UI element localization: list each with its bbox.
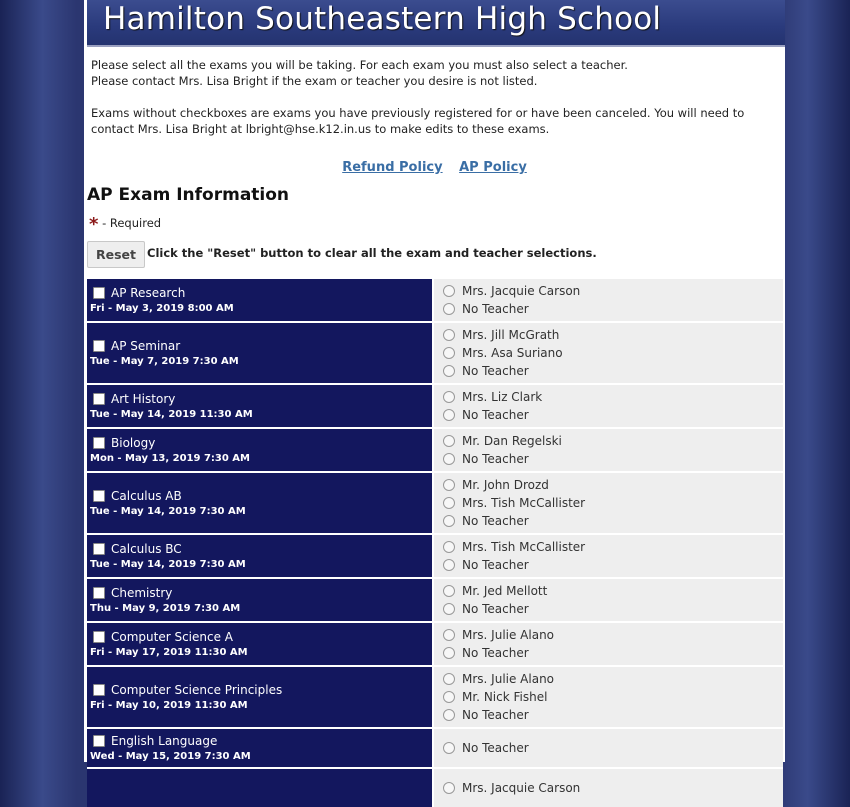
teacher-radio[interactable] xyxy=(443,497,455,509)
exam-name-line xyxy=(90,392,429,406)
teacher-radio[interactable] xyxy=(443,585,455,597)
required-text: - Required xyxy=(102,216,162,230)
teacher-options xyxy=(434,729,783,767)
instructions xyxy=(91,57,781,137)
reset-hint: Click the "Reset" button to clear all the exam and teacher selections. xyxy=(147,246,597,260)
exam-date: Wed - May 15, 2019 7:30 AM xyxy=(90,751,251,762)
exam-row xyxy=(87,427,783,471)
teacher-name: Mr. John Drozd xyxy=(462,478,549,492)
exam-row xyxy=(87,621,783,665)
required-note xyxy=(89,214,161,235)
exam-name: Calculus AB xyxy=(111,489,182,503)
exam-cell xyxy=(87,729,434,767)
teacher-option[interactable] xyxy=(443,512,783,530)
teacher-radio[interactable] xyxy=(443,647,455,659)
exam-date: Fri - May 10, 2019 11:30 AM xyxy=(90,700,248,711)
teacher-name: No Teacher xyxy=(462,646,529,660)
teacher-radio[interactable] xyxy=(443,782,455,794)
teacher-name: No Teacher xyxy=(462,602,529,616)
exam-row xyxy=(87,727,783,767)
teacher-radio[interactable] xyxy=(443,691,455,703)
exam-checkbox[interactable] xyxy=(93,340,105,352)
teacher-radio[interactable] xyxy=(443,629,455,641)
exam-date: Fri - May 17, 2019 11:30 AM xyxy=(90,647,248,658)
reset-button[interactable]: Reset xyxy=(87,241,145,268)
teacher-radio[interactable] xyxy=(443,673,455,685)
teacher-option[interactable] xyxy=(443,450,783,468)
teacher-options xyxy=(434,623,783,665)
instruction-line-3: Exams without checkboxes are exams you have previously registered for or have been canceled. You will need to contact Mrs. Lisa Bright at lbright@hse.k12.in.us to make edits to these exams. xyxy=(91,106,745,136)
teacher-option[interactable] xyxy=(443,538,783,556)
exam-date: Mon - May 13, 2019 7:30 AM xyxy=(90,453,250,464)
teacher-radio[interactable] xyxy=(443,409,455,421)
teacher-radio[interactable] xyxy=(443,391,455,403)
teacher-radio[interactable] xyxy=(443,453,455,465)
exam-name-line xyxy=(90,542,429,556)
exam-row xyxy=(87,471,783,533)
school-title: Hamilton Southeastern High School xyxy=(103,1,662,37)
exam-checkbox[interactable] xyxy=(93,393,105,405)
teacher-radio[interactable] xyxy=(443,603,455,615)
teacher-name: Mr. Nick Fishel xyxy=(462,690,548,704)
teacher-name: No Teacher xyxy=(462,452,529,466)
teacher-name: No Teacher xyxy=(462,302,529,316)
exam-cell xyxy=(87,667,434,727)
teacher-name: Mr. Jed Mellott xyxy=(462,584,548,598)
teacher-option[interactable] xyxy=(443,706,783,724)
instruction-line-1: Please select all the exams you will be taking. For each exam you must also select a teacher. xyxy=(91,58,628,72)
exam-row xyxy=(87,277,783,321)
teacher-radio[interactable] xyxy=(443,515,455,527)
exam-cell xyxy=(87,535,434,577)
exam-cell xyxy=(87,623,434,665)
exam-name: Computer Science A xyxy=(111,630,234,644)
exam-row xyxy=(87,383,783,427)
exam-row xyxy=(87,577,783,621)
teacher-option[interactable] xyxy=(443,600,783,618)
instruction-line-2: Please contact Mrs. Lisa Bright if the exam or teacher you desire is not listed. xyxy=(91,74,538,88)
exam-checkbox[interactable] xyxy=(93,735,105,747)
exam-date: Thu - May 9, 2019 7:30 AM xyxy=(90,603,241,614)
school-banner xyxy=(87,0,785,47)
teacher-radio[interactable] xyxy=(443,329,455,341)
policy-links xyxy=(84,160,785,175)
teacher-name: No Teacher xyxy=(462,408,529,422)
teacher-options xyxy=(434,769,783,807)
teacher-name: Mrs. Tish McCallister xyxy=(462,496,586,510)
exam-cell xyxy=(87,473,434,533)
exam-table xyxy=(87,277,783,807)
teacher-name: No Teacher xyxy=(462,514,529,528)
page-container xyxy=(84,0,785,795)
teacher-option[interactable] xyxy=(443,556,783,574)
exam-checkbox[interactable] xyxy=(93,587,105,599)
exam-name-line xyxy=(90,286,429,300)
exam-cell xyxy=(87,579,434,621)
teacher-name: No Teacher xyxy=(462,558,529,572)
teacher-name: No Teacher xyxy=(462,364,529,378)
section-title: AP Exam Information xyxy=(87,185,290,205)
exam-cell xyxy=(87,385,434,427)
teacher-options xyxy=(434,385,783,427)
exam-cell xyxy=(87,429,434,471)
teacher-option[interactable] xyxy=(443,644,783,662)
teacher-options xyxy=(434,323,783,383)
exam-name-line xyxy=(90,630,429,644)
teacher-radio[interactable] xyxy=(443,709,455,721)
teacher-name: Mrs. Jacquie Carson xyxy=(462,781,581,795)
teacher-option[interactable] xyxy=(443,476,783,494)
teacher-options xyxy=(434,535,783,577)
teacher-option[interactable] xyxy=(443,388,783,406)
exam-name: Computer Science Principles xyxy=(111,683,283,697)
teacher-name: No Teacher xyxy=(462,708,529,722)
exam-date: Fri - May 3, 2019 8:00 AM xyxy=(90,303,234,314)
teacher-name: Mrs. Liz Clark xyxy=(462,390,543,404)
exam-row xyxy=(87,321,783,383)
exam-row xyxy=(87,767,783,807)
teacher-options xyxy=(434,279,783,321)
teacher-radio[interactable] xyxy=(443,435,455,447)
teacher-options xyxy=(434,429,783,471)
teacher-option[interactable] xyxy=(443,494,783,512)
teacher-option[interactable] xyxy=(443,432,783,450)
exam-cell xyxy=(87,323,434,383)
teacher-radio[interactable] xyxy=(443,742,455,754)
exam-name-line xyxy=(90,586,429,600)
exam-checkbox[interactable] xyxy=(93,287,105,299)
exam-name: Chemistry xyxy=(111,586,173,600)
exam-row xyxy=(87,665,783,727)
exam-date: Tue - May 14, 2019 7:30 AM xyxy=(90,506,246,517)
teacher-option[interactable] xyxy=(443,326,783,344)
teacher-option[interactable] xyxy=(443,582,783,600)
exam-cell xyxy=(87,769,434,807)
teacher-option[interactable] xyxy=(443,688,783,706)
exam-name: AP Research xyxy=(111,286,186,300)
teacher-radio[interactable] xyxy=(443,347,455,359)
teacher-name: Mr. Dan Regelski xyxy=(462,434,562,448)
teacher-option[interactable] xyxy=(443,626,783,644)
exam-checkbox[interactable] xyxy=(93,437,105,449)
exam-name-line xyxy=(90,436,429,450)
required-star-icon: * xyxy=(89,214,99,235)
exam-date: Tue - May 14, 2019 7:30 AM xyxy=(90,559,246,570)
teacher-name: Mrs. Julie Alano xyxy=(462,672,555,686)
exam-checkbox[interactable] xyxy=(93,631,105,643)
ap-policy-link[interactable]: AP Policy xyxy=(459,160,527,175)
teacher-options xyxy=(434,473,783,533)
exam-name-line xyxy=(90,489,429,503)
teacher-radio[interactable] xyxy=(443,303,455,315)
exam-name: Calculus BC xyxy=(111,542,182,556)
teacher-radio[interactable] xyxy=(443,285,455,297)
teacher-radio[interactable] xyxy=(443,479,455,491)
exam-name: Art History xyxy=(111,392,176,406)
exam-date: Tue - May 14, 2019 11:30 AM xyxy=(90,409,253,420)
exam-checkbox[interactable] xyxy=(93,490,105,502)
teacher-name: Mrs. Asa Suriano xyxy=(462,346,563,360)
exam-name-line xyxy=(90,683,429,697)
exam-name-line xyxy=(90,339,429,353)
exam-cell xyxy=(87,279,434,321)
exam-name: Biology xyxy=(111,436,156,450)
teacher-option[interactable] xyxy=(443,406,783,424)
exam-name-line xyxy=(90,734,429,748)
refund-policy-link[interactable]: Refund Policy xyxy=(342,160,443,175)
exam-date: Tue - May 7, 2019 7:30 AM xyxy=(90,356,239,367)
teacher-name: Mrs. Tish McCallister xyxy=(462,540,586,554)
teacher-options xyxy=(434,579,783,621)
teacher-radio[interactable] xyxy=(443,559,455,571)
teacher-options xyxy=(434,667,783,727)
teacher-option[interactable] xyxy=(443,300,783,318)
exam-row xyxy=(87,533,783,577)
teacher-name: No Teacher xyxy=(462,741,529,755)
teacher-option[interactable] xyxy=(443,779,783,797)
teacher-name: Mrs. Jill McGrath xyxy=(462,328,560,342)
teacher-option[interactable] xyxy=(443,670,783,688)
teacher-name: Mrs. Julie Alano xyxy=(462,628,555,642)
teacher-name: Mrs. Jacquie Carson xyxy=(462,284,581,298)
teacher-option[interactable] xyxy=(443,739,783,757)
exam-checkbox[interactable] xyxy=(93,543,105,555)
teacher-radio[interactable] xyxy=(443,365,455,377)
exam-checkbox[interactable] xyxy=(93,684,105,696)
teacher-option[interactable] xyxy=(443,344,783,362)
teacher-option[interactable] xyxy=(443,362,783,380)
teacher-radio[interactable] xyxy=(443,541,455,553)
teacher-option[interactable] xyxy=(443,282,783,300)
exam-name: AP Seminar xyxy=(111,339,181,353)
exam-name: English Language xyxy=(111,734,218,748)
